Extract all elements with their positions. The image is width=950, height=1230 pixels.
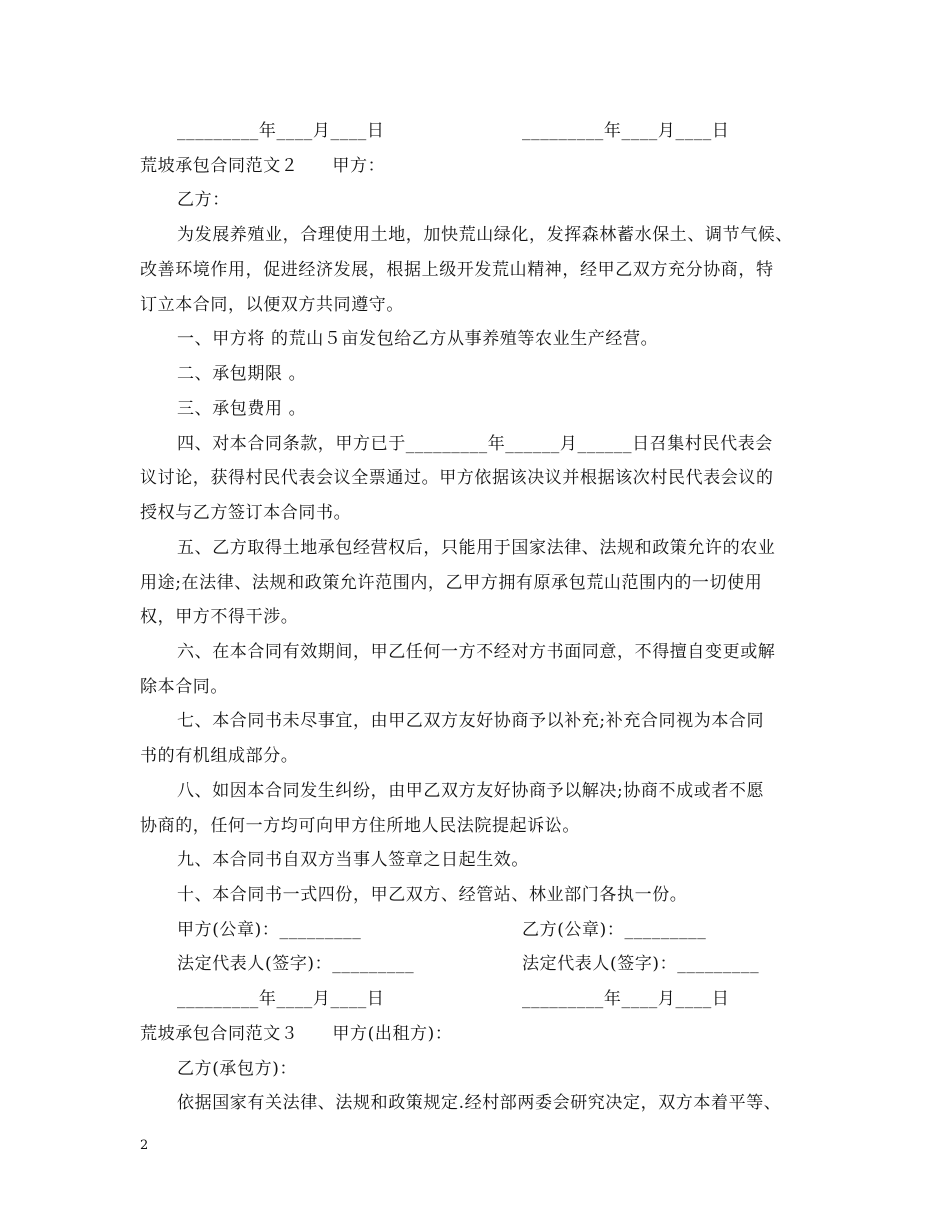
paragraph-line: 书的有机组成部分。 bbox=[140, 746, 299, 766]
signature-date-line bbox=[177, 120, 730, 142]
paragraph-line: 用途;在法律、法规和政策允许范围内，乙甲方拥有原承包荒山范围内的一切使用 bbox=[140, 573, 763, 593]
clause-3: 三、承包费用 。 bbox=[177, 399, 307, 419]
date-line-party-b: _________年____月____日 bbox=[522, 989, 730, 1009]
date-line-party-a: _________年____月____日 bbox=[177, 989, 385, 1009]
party-a-seal-field: 甲方(公章)：_________ bbox=[177, 920, 362, 940]
clause-7: 七、本合同书未尽事宜，由甲乙双方友好协商予以补充;补充合同视为本合同 bbox=[177, 711, 765, 731]
party-a-representative-field: 法定代表人(签字)：_________ bbox=[177, 954, 415, 974]
clause-10: 十、本合同书一式四份，甲乙双方、经管站、林业部门各执一份。 bbox=[177, 885, 688, 905]
paragraph-line: 依据国家有关法律、法规和政策规定.经村部两委会研究决定，双方本着平等、 bbox=[177, 1093, 782, 1113]
clause-1: 一、甲方将 的荒山５亩发包给乙方从事养殖等农业生产经营。 bbox=[177, 329, 659, 349]
section-title: 荒坡承包合同范文２ bbox=[140, 156, 299, 176]
lessee-label: 乙方(承包方)： bbox=[177, 1059, 298, 1079]
clause-9: 九、本合同书自双方当事人签章之日起生效。 bbox=[177, 850, 529, 870]
clause-4: 四、对本合同条款，甲方已于_________年______月______日召集村民代表会 bbox=[177, 434, 773, 454]
paragraph-line: 为发展养殖业，合理使用土地，加快荒山绿化，发挥森林蓄水保土、调节气候、 bbox=[177, 225, 793, 245]
date-line-party-a: _________年____月____日 bbox=[177, 121, 385, 141]
clause-8: 八、如因本合同发生纠纷，由甲乙双方友好协商予以解决;协商不成或者不愿 bbox=[177, 781, 765, 801]
clause-5: 五、乙方取得土地承包经营权后，只能用于国家法律、法规和政策允许的农业 bbox=[177, 538, 776, 558]
section-title: 荒坡承包合同范文３ bbox=[140, 1024, 299, 1044]
section-heading-2 bbox=[140, 155, 385, 177]
lessor-label: 甲方(出租方)： bbox=[332, 1024, 453, 1044]
paragraph-line: 协商的，任何一方均可向甲方住所地人民法院提起诉讼。 bbox=[140, 816, 580, 836]
paragraph-line: 除本合同。 bbox=[140, 677, 228, 697]
paragraph-line: 授权与乙方签订本合同书。 bbox=[140, 503, 352, 523]
section-heading-3 bbox=[140, 1023, 452, 1045]
party-b-label: 乙方： bbox=[177, 190, 230, 210]
clause-6: 六、在本合同有效期间，甲乙任何一方不经对方书面同意，不得擅自变更或解 bbox=[177, 642, 776, 662]
party-a-label: 甲方： bbox=[332, 156, 386, 176]
party-b-representative-field: 法定代表人(签字)：_________ bbox=[522, 954, 760, 974]
paragraph-line: 权，甲方不得干涉。 bbox=[140, 607, 299, 627]
signature-date-line bbox=[177, 988, 730, 1010]
seal-line bbox=[177, 919, 707, 941]
party-b-seal-field: 乙方(公章)：_________ bbox=[522, 920, 707, 940]
paragraph-line: 订立本合同，以便双方共同遵守。 bbox=[140, 295, 404, 315]
paragraph-line: 议讨论，获得村民代表会议全票通过。甲方依据该决议并根据该次村民代表会议的 bbox=[140, 468, 774, 488]
representative-line bbox=[177, 953, 760, 975]
page-number: 2 bbox=[140, 1138, 149, 1153]
date-line-party-b: _________年____月____日 bbox=[522, 121, 730, 141]
clause-2: 二、承包期限 。 bbox=[177, 364, 307, 384]
paragraph-line: 改善环境作用，促进经济发展，根据上级开发荒山精神，经甲乙双方充分协商，特 bbox=[140, 260, 774, 280]
